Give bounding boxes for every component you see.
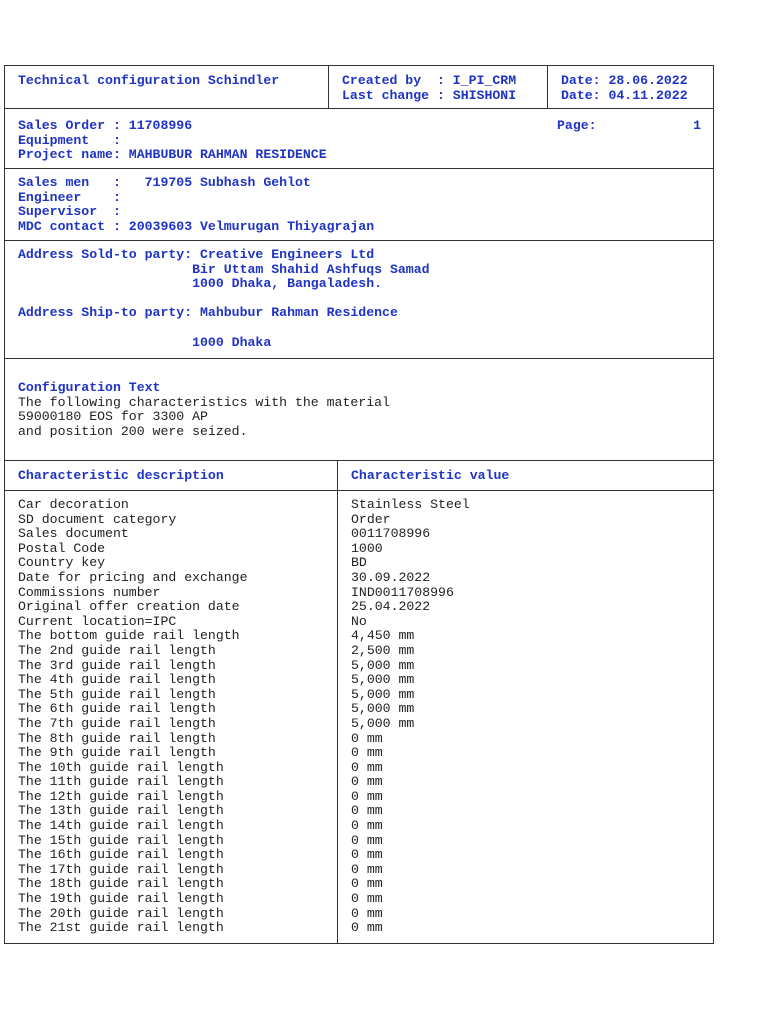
date-created: Date: 28.06.2022 bbox=[561, 73, 688, 88]
equipment: Equipment : bbox=[18, 132, 121, 148]
table-row-value: 5,000 mm bbox=[351, 657, 415, 673]
table-row-description: Car decoration bbox=[18, 497, 129, 512]
table-row-description: Commissions number bbox=[18, 584, 161, 600]
sold-to-line-2: Bir Uttam Shahid Ashfuqs Samad bbox=[18, 261, 430, 277]
table-row-value: BD bbox=[351, 555, 367, 571]
configuration-text-section bbox=[5, 359, 713, 461]
header-author-cell bbox=[328, 66, 547, 108]
table-row-value: 0 mm bbox=[351, 745, 383, 761]
table-row-value: 0 mm bbox=[351, 891, 383, 907]
project-name: Project name: MAHBUBUR RAHMAN RESIDENCE bbox=[18, 147, 327, 163]
table-row-description: The 20th guide rail length bbox=[18, 905, 224, 921]
table-body bbox=[5, 491, 713, 943]
table-row-value: 0 mm bbox=[351, 788, 383, 804]
table-row-description: The 7th guide rail length bbox=[18, 715, 216, 731]
table-row-description: The 12th guide rail length bbox=[18, 788, 224, 804]
table-row-value: 0 mm bbox=[351, 861, 383, 877]
table-row-value: 5,000 mm bbox=[351, 672, 415, 688]
table-row-value: 0 mm bbox=[351, 920, 383, 936]
table-row-value: 5,000 mm bbox=[351, 686, 415, 702]
contacts-section bbox=[5, 169, 713, 241]
table-row-value: 1000 bbox=[351, 540, 383, 556]
table-row-description: The 19th guide rail length bbox=[18, 891, 224, 907]
table-row-description: The 8th guide rail length bbox=[18, 730, 216, 746]
table-row-description: The 13th guide rail length bbox=[18, 803, 224, 819]
table-row-description: The 4th guide rail length bbox=[18, 672, 216, 688]
table-row-value: Stainless Steel bbox=[351, 497, 470, 512]
table-row-description: Current location=IPC bbox=[18, 613, 177, 629]
document-title: Technical configuration Schindler bbox=[18, 73, 280, 88]
address-section bbox=[5, 241, 713, 359]
configuration-heading: Configuration Text bbox=[18, 380, 161, 395]
table-row-description: The 18th guide rail length bbox=[18, 876, 224, 892]
table-row-description: SD document category bbox=[18, 511, 177, 527]
sales-order: Sales Order : 11708996 bbox=[18, 118, 193, 133]
table-row-description: The 6th guide rail length bbox=[18, 701, 216, 717]
order-info-section bbox=[5, 109, 713, 169]
page-label: Page: bbox=[557, 118, 597, 133]
table-row-description: The 21st guide rail length bbox=[18, 920, 224, 936]
table-row-description: The 15th guide rail length bbox=[18, 832, 224, 848]
supervisor: Supervisor : bbox=[18, 204, 121, 220]
table-header-row bbox=[5, 461, 713, 491]
description-column bbox=[5, 491, 337, 943]
table-row-description: Country key bbox=[18, 555, 106, 571]
table-row-description: The 11th guide rail length bbox=[18, 774, 224, 790]
configuration-line-1: The following characteristics with the material bbox=[18, 394, 390, 410]
table-row-value: 0 mm bbox=[351, 803, 383, 819]
table-row-description: The bottom guide rail length bbox=[18, 628, 240, 644]
table-row-value: 0 mm bbox=[351, 905, 383, 921]
sales-men: Sales men : 719705 Subhash Gehlot bbox=[18, 175, 311, 190]
table-row-value: No bbox=[351, 613, 367, 629]
configuration-sheet bbox=[4, 65, 714, 944]
table-row-value: 2,500 mm bbox=[351, 642, 415, 658]
table-row-value: 0 mm bbox=[351, 818, 383, 834]
page-number: 1 bbox=[693, 118, 701, 133]
sold-to-line-1: Address Sold-to party: Creative Engineers Ltd bbox=[18, 247, 375, 262]
ship-to-line-1: Address Ship-to party: Mahbubur Rahman Residence bbox=[18, 305, 398, 321]
column-header-value: Characteristic value bbox=[351, 468, 510, 483]
table-row-value: 25.04.2022 bbox=[351, 599, 431, 615]
table-row-description: The 16th guide rail length bbox=[18, 847, 224, 863]
value-column bbox=[337, 491, 713, 943]
table-row-description: The 9th guide rail length bbox=[18, 745, 216, 761]
table-row-value: 0 mm bbox=[351, 847, 383, 863]
column-header-description: Characteristic description bbox=[18, 468, 224, 483]
mdc-contact: MDC contact : 20039603 Velmurugan Thiyagrajan bbox=[18, 218, 375, 234]
configuration-line-2: 59000180 EOS for 3300 AP bbox=[18, 409, 208, 425]
table-row-description: Postal Code bbox=[18, 540, 106, 556]
table-row-description: The 10th guide rail length bbox=[18, 759, 224, 775]
configuration-line-3: and position 200 were seized. bbox=[18, 423, 248, 439]
last-change: Last change : SHISHONI bbox=[342, 87, 517, 103]
table-row-description: The 3rd guide rail length bbox=[18, 657, 216, 673]
table-row-value: 0 mm bbox=[351, 730, 383, 746]
engineer: Engineer : bbox=[18, 189, 121, 205]
table-row-description: Sales document bbox=[18, 526, 129, 542]
table-row-value: 0 mm bbox=[351, 876, 383, 892]
table-row-description: The 2nd guide rail length bbox=[18, 642, 216, 658]
table-row-value: 0 mm bbox=[351, 774, 383, 790]
ship-to-line-2: 1000 Dhaka bbox=[18, 334, 272, 350]
table-row-description: Date for pricing and exchange bbox=[18, 569, 248, 585]
table-row-value: 30.09.2022 bbox=[351, 569, 431, 585]
table-row-value: 4,450 mm bbox=[351, 628, 415, 644]
table-row-description: The 5th guide rail length bbox=[18, 686, 216, 702]
table-row-value: 0 mm bbox=[351, 759, 383, 775]
table-row-value: 5,000 mm bbox=[351, 715, 415, 731]
table-row-value: 0011708996 bbox=[351, 526, 431, 542]
date-changed: Date: 04.11.2022 bbox=[561, 87, 688, 103]
sold-to-line-3: 1000 Dhaka, Bangaladesh. bbox=[18, 276, 383, 292]
table-row-value: IND0011708996 bbox=[351, 584, 454, 600]
header-row bbox=[5, 66, 713, 109]
table-row-description: The 14th guide rail length bbox=[18, 818, 224, 834]
table-row-value: 0 mm bbox=[351, 832, 383, 848]
table-row-value: 5,000 mm bbox=[351, 701, 415, 717]
header-title-cell bbox=[5, 66, 328, 108]
header-date-cell bbox=[547, 66, 713, 108]
created-by: Created by : I_PI_CRM bbox=[342, 73, 517, 88]
table-row-value: Order bbox=[351, 511, 391, 527]
table-row-description: The 17th guide rail length bbox=[18, 861, 224, 877]
table-row-description: Original offer creation date bbox=[18, 599, 240, 615]
